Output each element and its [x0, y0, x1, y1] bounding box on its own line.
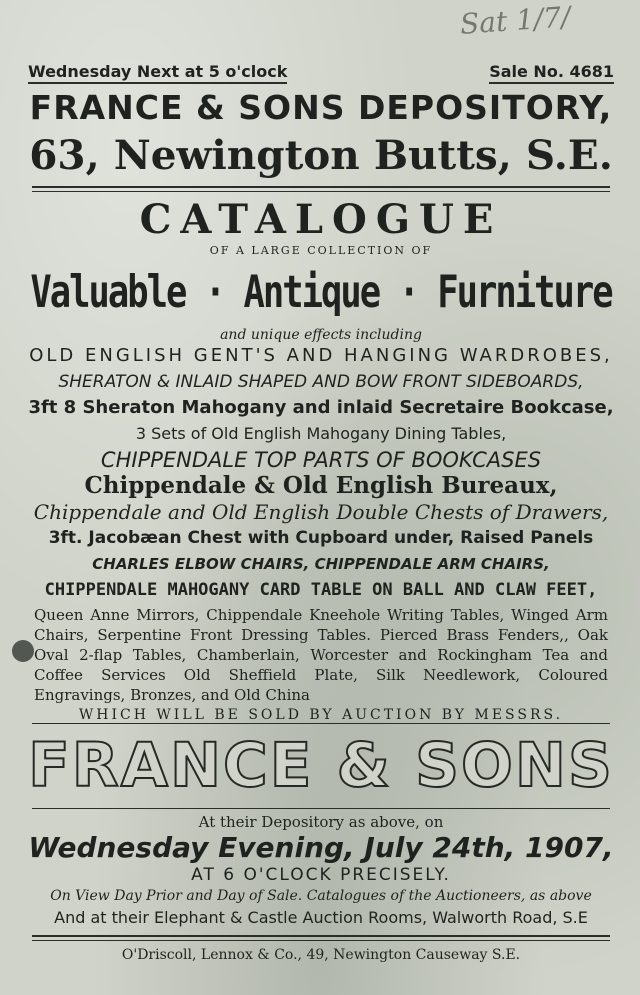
sold-by-line: WHICH WILL BE SOLD BY AUCTION BY MESSRS.	[78, 707, 564, 723]
lot-line: OLD ENGLISH GENT'S AND HANGING WARDROBES,	[29, 345, 613, 366]
sale-date: Wednesday Evening, July 24th, 1907,	[28, 831, 614, 864]
venue-line: At their Depository as above, on	[198, 813, 444, 831]
header-row	[28, 62, 614, 84]
lot-line: Chippendale and Old English Double Chests of Drawers,	[33, 500, 609, 524]
sale-day-time: Wednesday Next at 5 o'clock	[28, 62, 287, 84]
headline: Valuable · Antique · Furniture	[30, 266, 612, 318]
unique-effects-line: and unique effects including	[220, 327, 422, 343]
lot-line: SHERATON & INLAID SHAPED AND BOW FRONT SIDEBOARDS,	[58, 372, 584, 392]
lot-line: 3 Sets of Old English Mahogany Dining Tables,	[135, 424, 507, 443]
divider	[32, 186, 610, 192]
handwritten-note: Sat 1/7/	[458, 0, 572, 41]
lot-line: CHIPPENDALE TOP PARTS OF BOOKCASES	[100, 448, 542, 472]
lot-line: CHARLES ELBOW CHAIRS, CHIPPENDALE ARM CHAIRS,	[92, 555, 550, 573]
divider	[32, 935, 610, 941]
lot-line: 3ft 8 Sheraton Mahogany and inlaid Secretaire Bookcase,	[28, 397, 614, 418]
printer-imprint: O'Driscoll, Lennox & Co., 49, Newington Causeway S.E.	[121, 947, 521, 963]
auction-notice	[28, 62, 614, 963]
sale-number: Sale No. 4681	[489, 62, 614, 84]
divider	[32, 723, 610, 724]
sale-time: AT 6 O'CLOCK PRECISELY.	[191, 865, 451, 885]
rooms-line: And at their Elephant & Castle Auction Rooms, Walworth Road, S.E	[54, 908, 588, 927]
auctioneers-name: FRANCE & SONS	[28, 730, 614, 801]
lot-paragraph: Queen Anne Mirrors, Chippendale Kneehole Writing Tables, Winged Arm Chairs, Serpentine Front Dressing Tables. Pierced Brass Fenders,, Oak Oval 2-flap Tables, Chamberlain, Worcester and Rockingham Tea and Coffee Services Old Sheffield Plate, Silk Needlework, Coloured Engravings, Bronzes, and Old China	[34, 606, 608, 704]
firm-title: FRANCE & SONS DEPOSITORY,	[29, 88, 613, 127]
firm-address: 63, Newington Butts, S.E.	[29, 131, 613, 179]
view-line: On View Day Prior and Day of Sale. Catalogues of the Auctioneers, as above	[50, 888, 592, 904]
catalogue-heading: CATALOGUE	[139, 196, 503, 243]
lot-line: CHIPPENDALE MAHOGANY CARD TABLE ON BALL AND CLAW FEET,	[44, 580, 598, 600]
collection-subheading: OF A LARGE COLLECTION OF	[209, 244, 433, 257]
lot-line: Chippendale & Old English Bureaux,	[84, 472, 558, 499]
divider	[32, 808, 610, 809]
lot-line: 3ft. Jacobæan Chest with Cupboard under, Raised Panels	[48, 528, 594, 548]
